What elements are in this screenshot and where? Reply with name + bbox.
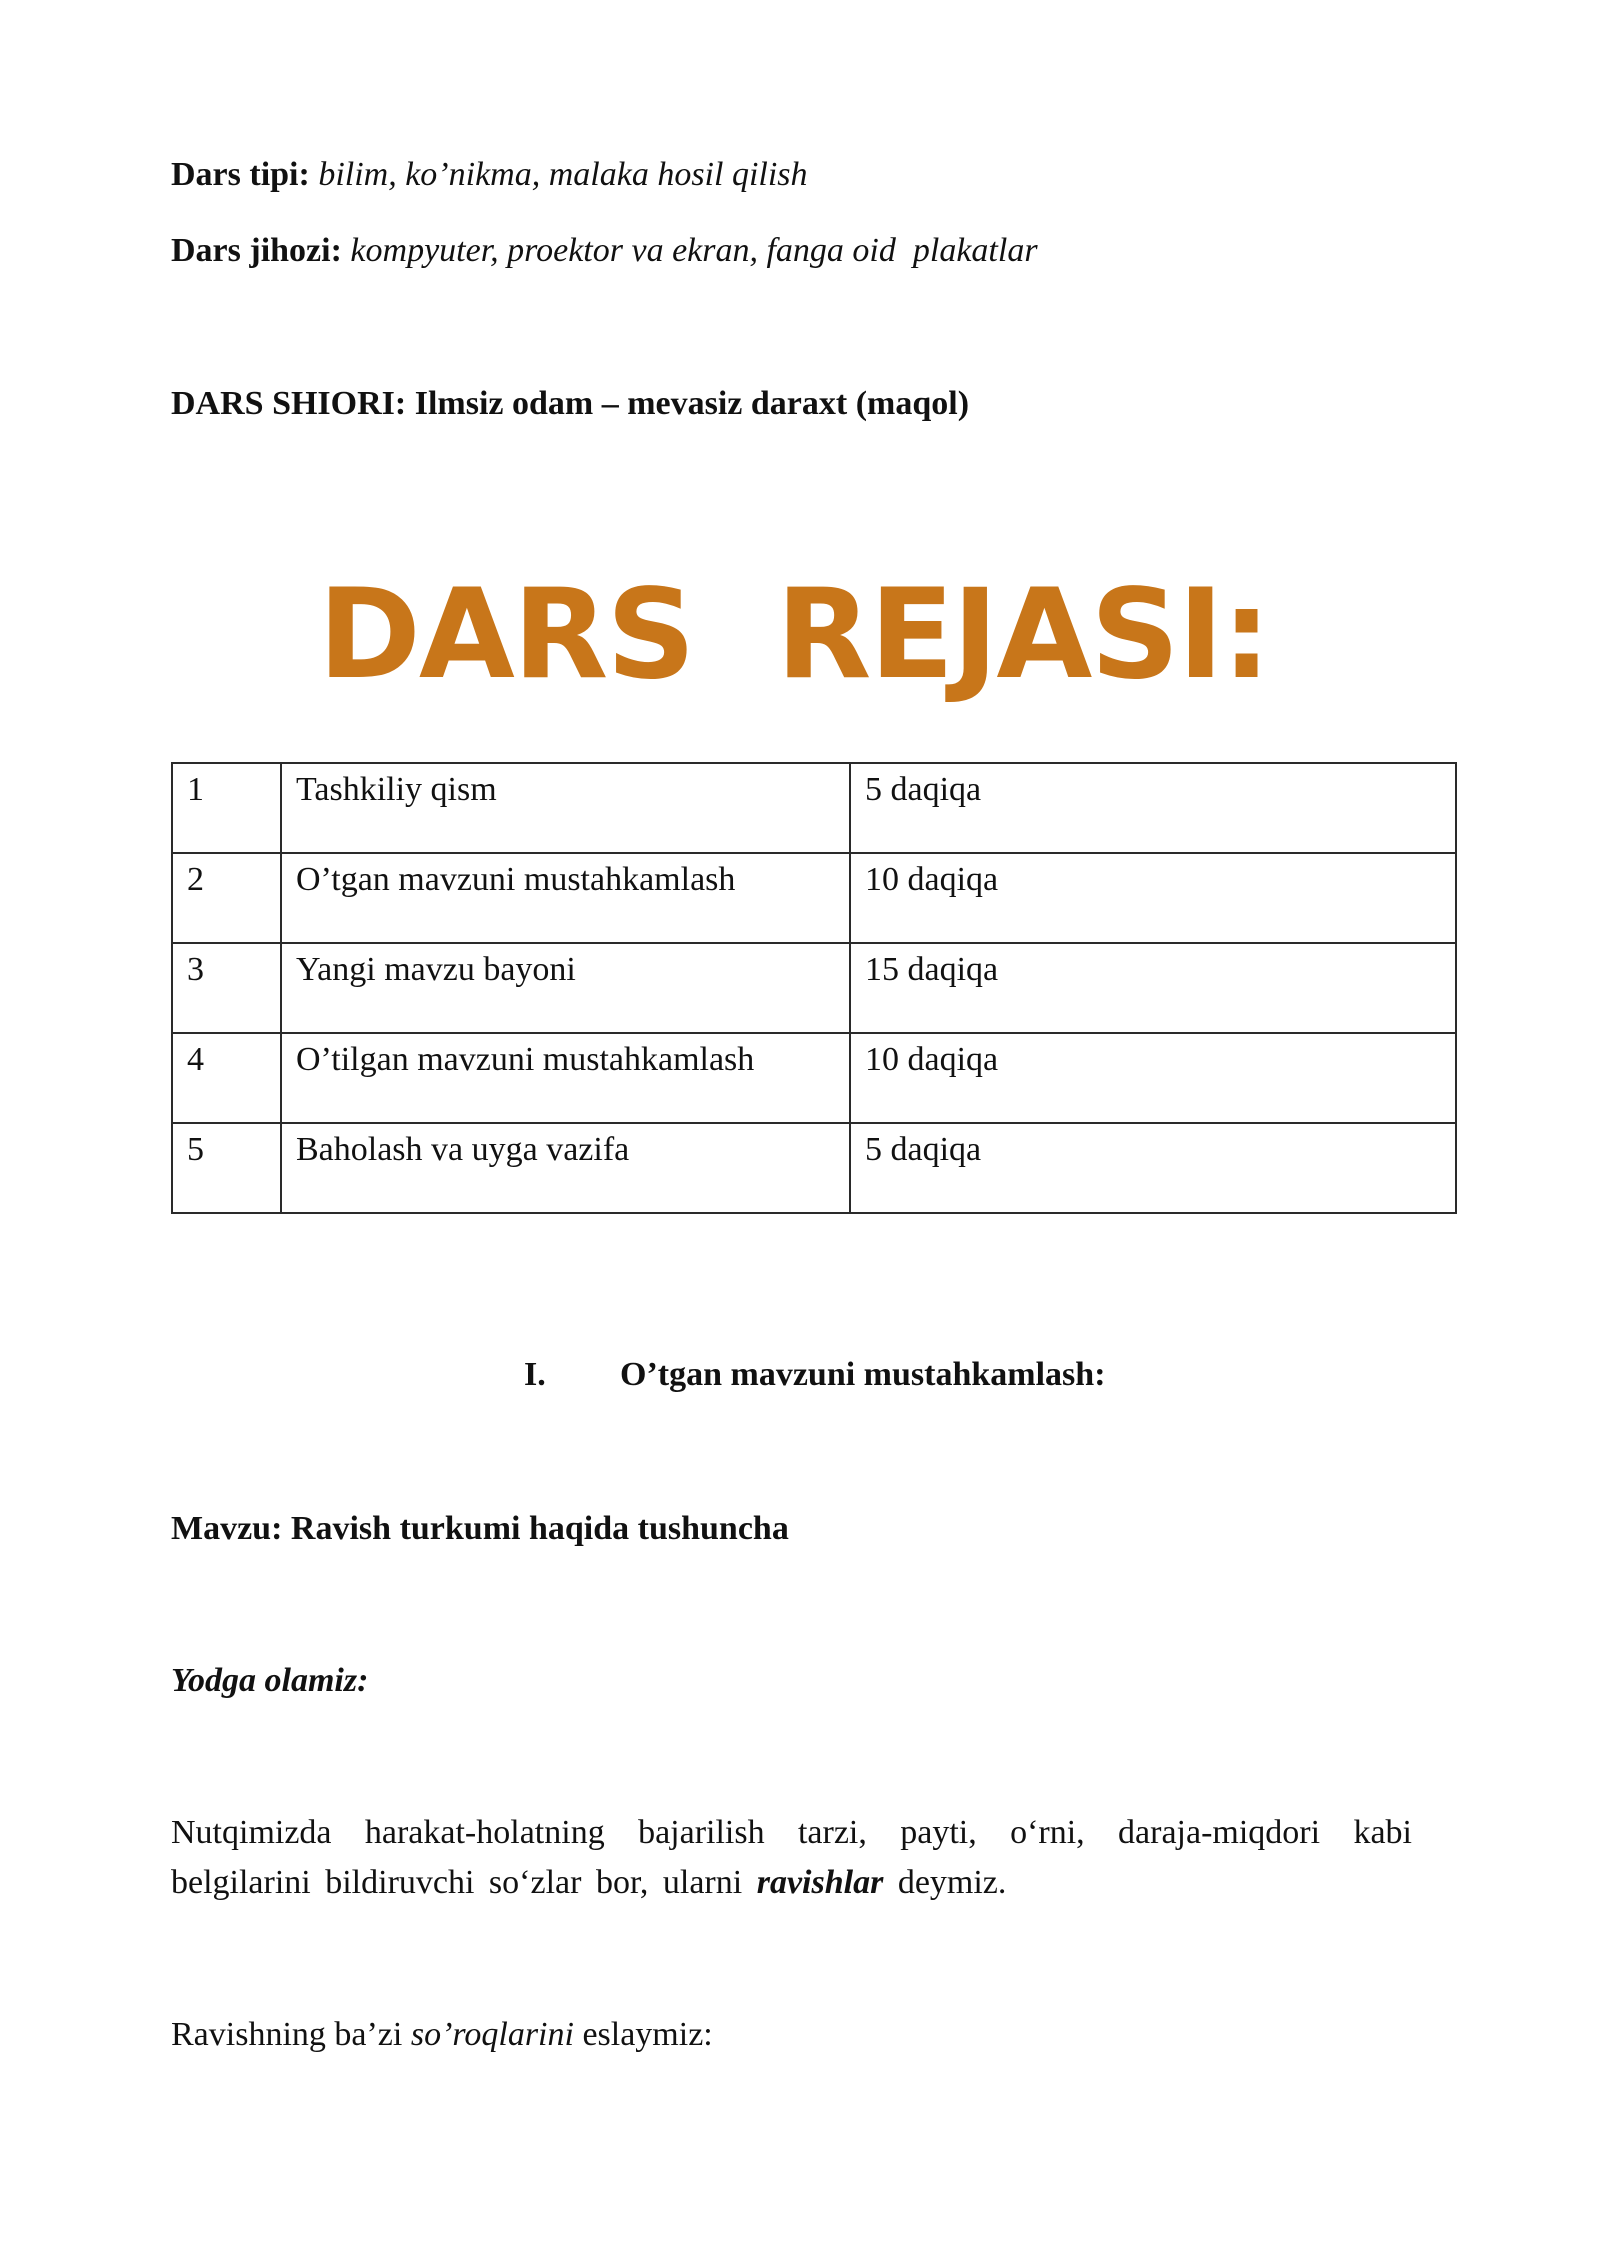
row-duration: 15 daqiqa [850, 943, 1456, 1033]
definition-paragraph [171, 1808, 1412, 1908]
table-row [172, 1123, 1456, 1213]
definition-term: ravishlar [756, 1864, 884, 1901]
lesson-type-line [171, 152, 808, 198]
row-duration: 5 daqiqa [850, 1123, 1456, 1213]
lesson-equipment-line [171, 228, 1038, 274]
row-number: 5 [172, 1123, 281, 1213]
lesson-equipment-label: Dars jihozi: [171, 232, 342, 269]
lesson-equipment-value: kompyuter, proektor va ekran, fanga oid plakatlar [350, 232, 1038, 269]
questions-term: so’roqlarini [410, 2016, 574, 2053]
section-number: I. [524, 1356, 546, 1393]
definition-ending: deymiz. [897, 1864, 1007, 1901]
section-title: O’tgan mavzuni mustahkamlash: [620, 1356, 1106, 1393]
row-duration: 5 daqiqa [850, 763, 1456, 853]
topic-label: Mavzu: [171, 1510, 283, 1547]
row-stage: O’tgan mavzuni mustahkamlash [281, 853, 850, 943]
plan-heading: DARS REJASI: [318, 563, 1270, 707]
row-stage: Baholash va uyga vazifa [281, 1123, 850, 1213]
topic-value: Ravish turkumi haqida tushuncha [290, 1510, 789, 1547]
questions-line [171, 2012, 713, 2058]
row-number: 2 [172, 853, 281, 943]
row-duration: 10 daqiqa [850, 1033, 1456, 1123]
row-stage: Tashkiliy qism [281, 763, 850, 853]
row-duration: 10 daqiqa [850, 853, 1456, 943]
table-row [172, 853, 1456, 943]
row-number: 1 [172, 763, 281, 853]
remember-heading: Yodga olamiz: [171, 1662, 369, 1699]
row-stage: O’tilgan mavzuni mustahkamlash [281, 1033, 850, 1123]
lesson-type-value: bilim, ko’nikma, malaka hosil qilish [318, 156, 808, 193]
questions-ending: eslaymiz: [573, 2016, 713, 2053]
row-number: 3 [172, 943, 281, 1033]
section-heading [524, 1352, 1106, 1398]
lesson-type-label: Dars tipi: [171, 156, 310, 193]
table-row [172, 763, 1456, 853]
row-stage: Yangi mavzu bayoni [281, 943, 850, 1033]
definition-text: Nutqimizda harakat-holatning bajarilish tarzi, payti, o‘rni, daraja-miqdori kabi belgilarini bildiruvchi so‘zlar bor, ularni [171, 1814, 1412, 1901]
questions-text: Ravishning ba’zi [171, 2016, 411, 2053]
table-row [172, 943, 1456, 1033]
topic-line [171, 1506, 789, 1552]
table-row [172, 1033, 1456, 1123]
lesson-motto: DARS SHIORI: Ilmsiz odam – mevasiz daraxt (maqol) [171, 385, 970, 422]
row-number: 4 [172, 1033, 281, 1123]
plan-table [171, 762, 1457, 1214]
